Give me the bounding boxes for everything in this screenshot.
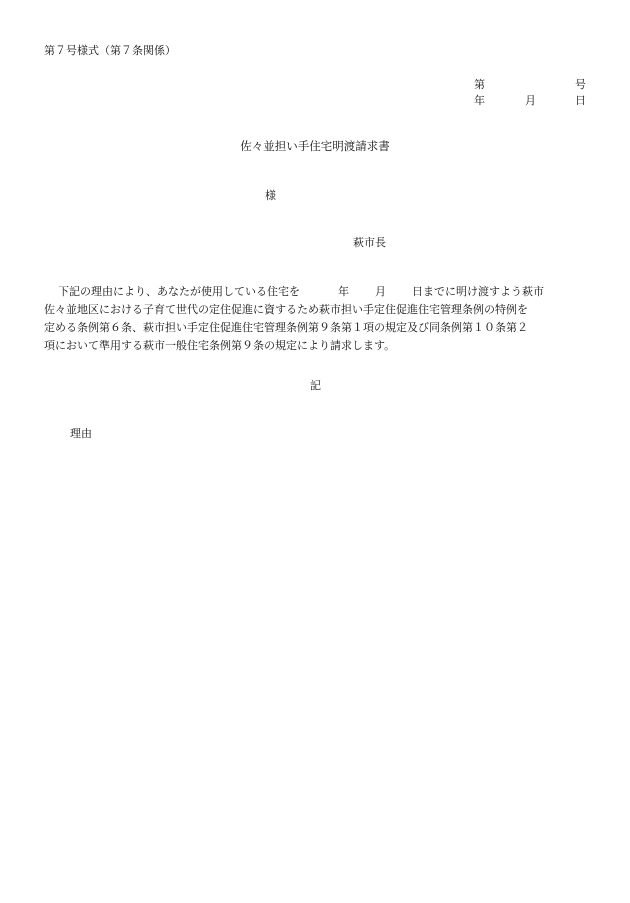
addressee-honorific: 様 [265,189,276,202]
body-line-1-part-a: 下記の理由により、あなたが使用している住宅を [58,285,300,298]
form-number-label: 第７号様式（第７条関係） [44,44,176,57]
body-line-1-year: 年 [338,285,349,298]
body-line-4: 項において準用する萩市一般住宅条例第９条の規定により請求します。 [44,339,396,352]
body-line-1-month: 月 [375,285,386,298]
request-body [44,283,586,355]
date-day-label: 日 [575,94,586,107]
body-line-1-part-b: 日までに明け渡すよう萩市 [412,285,544,298]
document-number-prefix: 第 [474,78,485,91]
date-year-label: 年 [474,94,485,107]
document-title: 佐々並担い手住宅明渡請求書 [240,139,390,153]
body-line-3: 定める条例第６条、萩市担い手定住促進住宅管理条例第９条第１項の規定及び同条例第１０条第２ [44,321,528,334]
reason-label: 理由 [70,427,92,440]
document-number-suffix: 号 [575,78,586,91]
ki-heading: 記 [310,379,321,392]
body-line-1 [44,283,586,301]
body-line-2: 佐々並地区における子育て世代の定住促進に資するため萩市担い手定住促進住宅管理条例の特例を [44,303,528,316]
issuer-name: 萩市長 [353,236,386,249]
date-month-label: 月 [525,94,536,107]
